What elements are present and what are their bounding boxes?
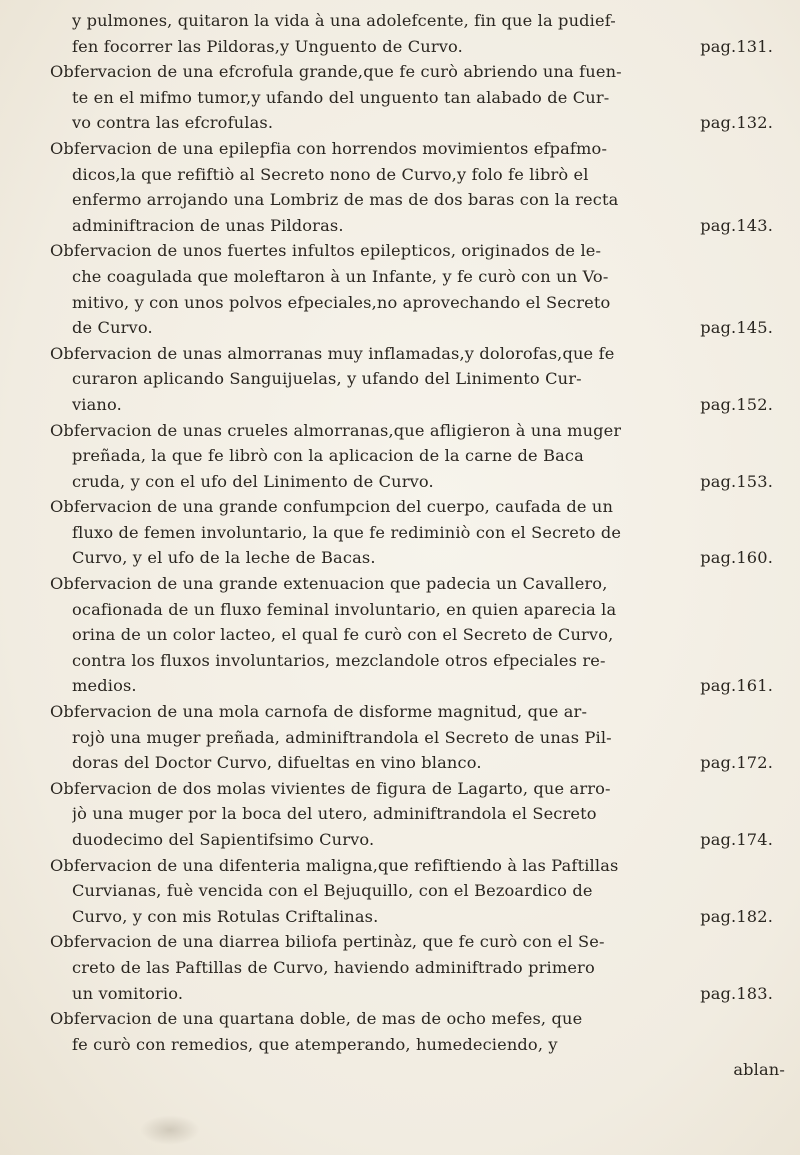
observation-entry-line [50, 418, 785, 444]
page-reference: pag.152. [700, 394, 773, 414]
line-text: adminiftracion de unas Pildoras. [72, 215, 344, 235]
line-text: fluxo de femen involuntario, la que fe rediminiò con el Secreto de [72, 522, 622, 542]
text-line [50, 392, 785, 418]
text-line [50, 443, 785, 469]
observations-index-text [50, 8, 785, 1083]
line-text: te en el mifmo tumor,y ufando del unguento tan alabado de Cur- [72, 87, 610, 107]
text-line [50, 85, 785, 111]
observation-entry-line [50, 494, 785, 520]
text-line [50, 315, 785, 341]
text-line [50, 878, 785, 904]
observation-entry-line [50, 776, 785, 802]
line-text: Obfervacion de una grande confumpcion del cuerpo, caufada de un [50, 497, 614, 517]
page-reference: pag.160. [700, 548, 773, 568]
observation-entry-line [50, 571, 785, 597]
text-line [50, 827, 785, 853]
line-text: de Curvo. [72, 318, 153, 338]
line-text: viano. [72, 394, 122, 414]
line-text: Curvo, y el ufo de la leche de Bacas. [72, 548, 376, 568]
line-text: ocafionada de un fluxo feminal involuntario, en quien aparecia la [72, 599, 617, 619]
text-line [50, 648, 785, 674]
line-text: enfermo arrojando una Lombriz de mas de dos baras con la recta [72, 190, 619, 210]
line-text: vo contra las efcrofulas. [72, 113, 274, 133]
observation-entry-line [50, 853, 785, 879]
line-text: mitivo, y con unos polvos efpeciales,no aprovechando el Secreto [72, 292, 611, 312]
line-text: duodecimo del Sapientifsimo Curvo. [72, 830, 375, 849]
observation-entry-line [50, 136, 785, 162]
line-text: cruda, y con el ufo del Linimento de Curvo. [72, 471, 434, 491]
line-text: Obfervacion de unas almorranas muy inflamadas,y dolorofas,que fe [50, 343, 615, 363]
text-line [50, 725, 785, 751]
page-reference: pag.161. [700, 676, 773, 696]
page-reference: pag.172. [700, 753, 773, 773]
page-reference: pag.153. [700, 471, 773, 491]
text-line [50, 904, 785, 930]
observation-entry-line [50, 1006, 785, 1032]
observation-entry-line [50, 929, 785, 955]
page-reference: pag.143. [700, 215, 773, 235]
text-line [50, 981, 785, 1007]
page-reference: pag.145. [700, 318, 773, 338]
line-text: jò una muger por la boca del utero, adminiftrandola el Secreto [72, 804, 597, 824]
observation-entry-line [50, 699, 785, 725]
text-line [50, 673, 785, 699]
text-line [50, 34, 785, 60]
observation-entry-line [50, 59, 785, 85]
text-line [50, 110, 785, 136]
line-text: medios. [72, 676, 137, 696]
text-line [50, 187, 785, 213]
text-line [50, 597, 785, 623]
observation-entry-line [50, 238, 785, 264]
line-text: creto de las Paftillas de Curvo, haviendo adminiftrado primero [72, 957, 595, 977]
line-text: Obfervacion de una difenteria maligna,que refiftiendo à las Paftillas [50, 855, 619, 875]
text-line [50, 213, 785, 239]
text-line [50, 469, 785, 495]
page-reference: pag.182. [700, 906, 773, 926]
line-text: Curvianas, fuè vencida con el Bejuquillo, con el Bezoardico de [72, 881, 593, 901]
text-line [50, 290, 785, 316]
line-text: ablan- [733, 1060, 785, 1080]
line-text: orina de un color lacteo, el qual fe curò con el Secreto de Curvo, [72, 625, 614, 645]
line-text: un vomitorio. [72, 983, 184, 1003]
text-line [50, 162, 785, 188]
line-text: contra los fluxos involuntarios, mezclandole otros efpeciales re- [72, 650, 606, 670]
line-text: Obfervacion de una grande extenuacion que padecia un Cavallero, [50, 574, 608, 594]
line-text: Obfervacion de una mola carnofa de disforme magnitud, que ar- [50, 702, 588, 722]
line-text: Obfervacion de unas crueles almorranas,que afligieron à una muger [50, 420, 622, 440]
text-line [50, 8, 785, 34]
line-text: Obfervacion de una efcrofula grande,que fe curò abriendo una fuen- [50, 62, 622, 82]
text-line [50, 366, 785, 392]
text-line [50, 955, 785, 981]
line-text: doras del Doctor Curvo, difueltas en vino blanco. [72, 753, 482, 773]
line-text: dicos,la que refiftiò al Secreto nono de Curvo,y folo fe librò el [72, 164, 589, 184]
line-text: rojò una muger preñada, adminiftrandola el Secreto de unas Pil- [72, 727, 612, 747]
line-text: fen focorrer las Pildoras,y Unguento de Curvo. [72, 36, 463, 56]
text-line [50, 1032, 785, 1058]
text-line [50, 622, 785, 648]
line-text: y pulmones, quitaron la vida à una adolefcente, fin que la pudief- [72, 11, 616, 30]
text-line [50, 750, 785, 776]
line-text: curaron aplicando Sanguijuelas, y ufando del Linimento Cur- [72, 369, 582, 389]
text-line [50, 801, 785, 827]
text-line [50, 520, 785, 546]
observation-entry-line [50, 341, 785, 367]
line-text: preñada, la que fe librò con la aplicacion de la carne de Baca [72, 446, 584, 466]
text-line [50, 545, 785, 571]
line-text: Obfervacion de dos molas vivientes de figura de Lagarto, que arro- [50, 778, 611, 798]
line-text: Obfervacion de una diarrea biliofa pertinàz, que fe curò con el Se- [50, 932, 605, 952]
page-reference: pag.131. [700, 36, 773, 56]
line-text: che coagulada que moleftaron à un Infante, y fe curò con un Vo- [72, 266, 609, 286]
page-reference: pag.174. [700, 830, 773, 849]
text-line [50, 1057, 785, 1083]
page-reference: pag.132. [700, 113, 773, 133]
ink-smudge [140, 1115, 200, 1145]
text-line [50, 264, 785, 290]
page-reference: pag.183. [700, 983, 773, 1003]
line-text: Obfervacion de unos fuertes infultos epilepticos, originados de le- [50, 241, 602, 261]
line-text: Obfervacion de una quartana doble, de mas de ocho mefes, que [50, 1009, 583, 1029]
line-text: Curvo, y con mis Rotulas Criftalinas. [72, 906, 379, 926]
line-text: Obfervacion de una epilepfia con horrendos movimientos efpafmo- [50, 138, 608, 158]
line-text: fe curò con remedios, que atemperando, humedeciendo, y [72, 1034, 558, 1054]
